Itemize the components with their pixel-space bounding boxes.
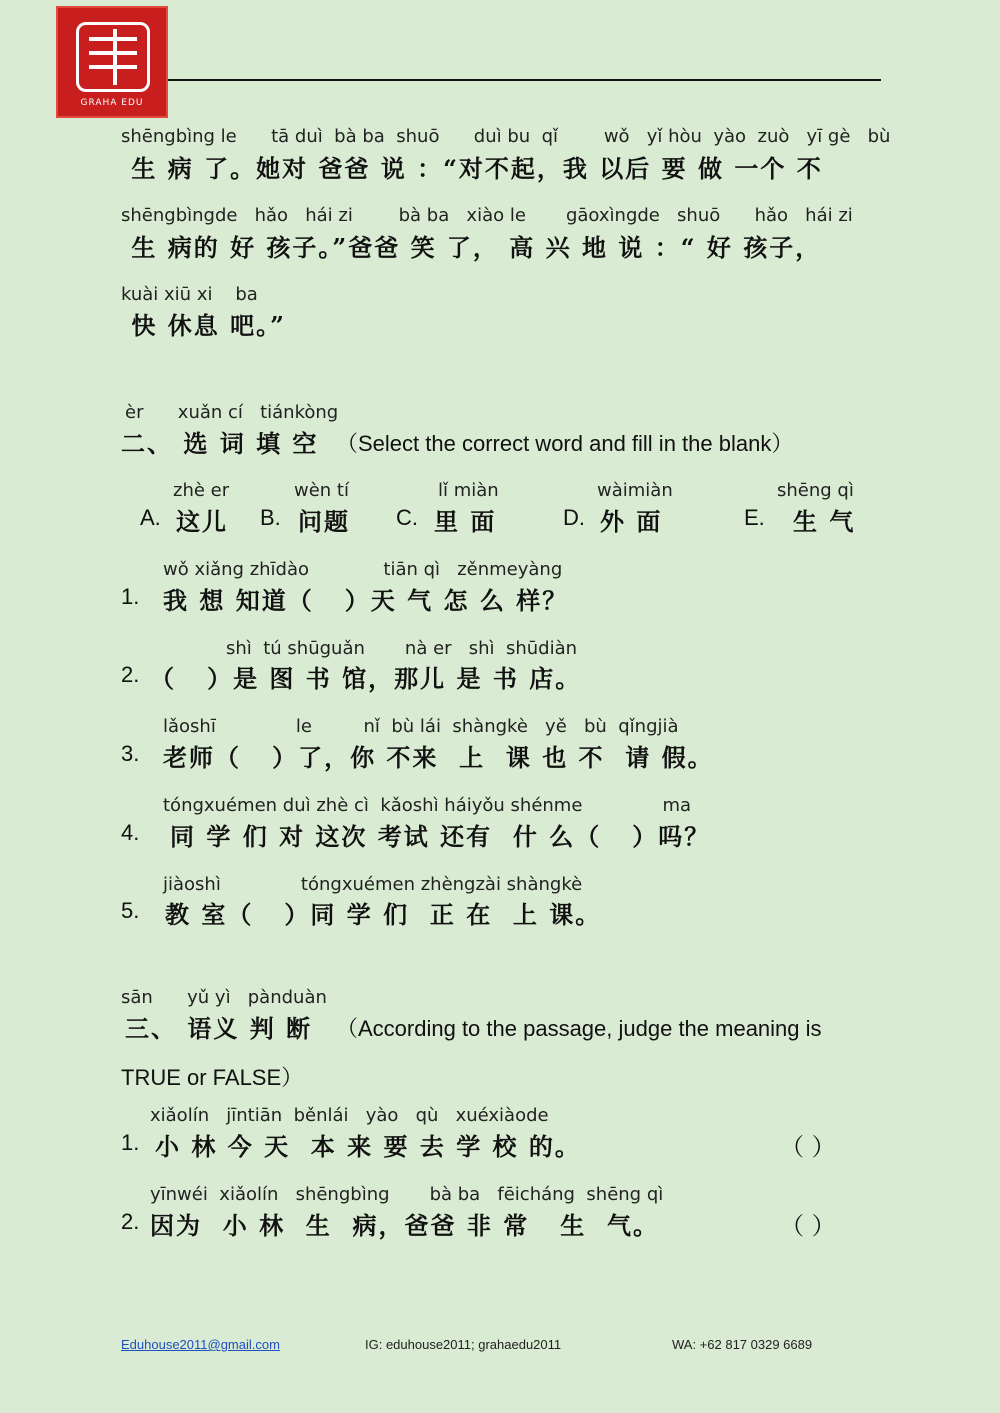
logo-text: GRAHA EDU — [80, 98, 144, 108]
question-3-number: 3. — [121, 741, 140, 766]
option-d-pinyin: wàimiàn — [597, 480, 673, 501]
option-c-pinyin: lǐ miàn — [438, 480, 499, 501]
question-2-pinyin: shì tú shūguǎn nà er shì shūdiàn — [226, 638, 578, 659]
passage-line-2-hanzi: 生 病的 好 孩子。”爸爸 笑 了， 高 兴 地 说 ：“ 好 孩子， — [121, 233, 822, 262]
question-1-number: 1. — [121, 584, 140, 609]
passage-line-1-pinyin: shēngbìng le tā duì bà ba shuō duì bu qǐ wǒ yǐ hòu yào zuò yī gè bù — [121, 126, 891, 147]
option-d-letter: D. — [563, 505, 585, 530]
section3-instruction-line-1: （According to the passage, judge the meaning is — [336, 1016, 822, 1041]
footer-instagram: IG: eduhouse2011; grahaedu2011 — [365, 1337, 562, 1352]
section3-title: 三、 语义 判 断 — [125, 1014, 313, 1043]
question-1-text: 我 想 知道（ ）天 气 怎 么 样？ — [163, 586, 569, 615]
question-3-pinyin: lǎoshī le nǐ bù lái shàngkè yě bù qǐngjià — [163, 716, 679, 737]
option-c-word: 里 面 — [434, 507, 497, 536]
option-e-letter: E. — [744, 505, 765, 530]
footer-email-link[interactable]: Eduhouse2011@gmail.com — [121, 1337, 280, 1352]
passage-line-3-hanzi: 快 休息 吧。” — [121, 311, 286, 340]
question-4-pinyin: tóngxuémen duì zhè cì kǎoshì háiyǒu shénme ma — [163, 795, 692, 816]
option-b-pinyin: wèn tí — [294, 480, 349, 501]
option-e-word: 生 气 — [793, 507, 856, 536]
question-5-pinyin: jiàoshì tóngxuémen zhèngzài shàngkè — [163, 874, 583, 895]
option-b-letter: B. — [260, 505, 281, 530]
passage-line-2-pinyin: shēngbìngde hǎo hái zi bà ba xiào le gāoxìngde shuō hǎo hái zi — [121, 205, 853, 226]
question-2-number: 2. — [121, 662, 140, 687]
option-d-word: 外 面 — [600, 507, 663, 536]
section2-instruction: （Select the correct word and fill in the blank） — [336, 431, 794, 456]
question-5-text: 教 室（ ）同 学 们 正 在 上 课。 — [165, 900, 602, 929]
question-4-text: 同 学 们 对 这次 考试 还有 什 么（ ）吗？ — [170, 822, 711, 851]
question-2-text: （ ）是 图 书 馆，那儿 是 书 店。 — [150, 664, 582, 693]
question-5-number: 5. — [121, 898, 140, 923]
option-e-pinyin: shēng qì — [777, 480, 854, 501]
question-1-pinyin: wǒ xiǎng zhīdào tiān qì zěnmeyàng — [163, 559, 563, 580]
section3-pinyin: sān yǔ yì pànduàn — [121, 987, 327, 1008]
passage-line-3-pinyin: kuài xiū xi ba — [121, 284, 258, 305]
header-rule — [168, 79, 881, 81]
judge-2-answer-blank[interactable]: （ ） — [780, 1212, 836, 1240]
option-a-pinyin: zhè er — [173, 480, 230, 501]
question-3-text: 老师（ ）了，你 不来 上 课 也 不 请 假。 — [163, 743, 714, 772]
section3-instruction-line-2: TRUE or FALSE） — [121, 1065, 304, 1090]
judge-1-answer-blank[interactable]: （ ） — [780, 1133, 836, 1161]
section2-title: 二、 选 词 填 空 — [121, 429, 319, 458]
section2-pinyin: èr xuǎn cí tiánkòng — [125, 402, 339, 423]
judge-2-pinyin: yīnwéi xiǎolín shēngbìng bà ba fēicháng shēng qì — [150, 1184, 664, 1205]
option-a-letter: A. — [140, 505, 161, 530]
judge-1-text: 小 林 今 天 本 来 要 去 学 校 的。 — [155, 1132, 581, 1161]
logo-seal-icon — [76, 22, 150, 92]
option-b-word: 问题 — [298, 507, 350, 536]
option-a-word: 这儿 — [176, 507, 228, 536]
judge-1-number: 1. — [121, 1130, 140, 1155]
graha-edu-logo — [56, 6, 168, 118]
judge-2-text: 因为 小 林 生 病，爸爸 非 常 生 气。 — [150, 1211, 659, 1240]
judge-1-pinyin: xiǎolín jīntiān běnlái yào qù xuéxiàode — [150, 1105, 549, 1126]
question-4-number: 4. — [121, 820, 140, 845]
option-c-letter: C. — [396, 505, 418, 530]
judge-2-number: 2. — [121, 1209, 140, 1234]
footer-whatsapp: WA: +62 817 0329 6689 — [672, 1337, 813, 1352]
passage-line-1-hanzi: 生 病 了。她对 爸爸 说 ：“对不起，我 以后 要 做 一个 不 — [121, 154, 823, 183]
